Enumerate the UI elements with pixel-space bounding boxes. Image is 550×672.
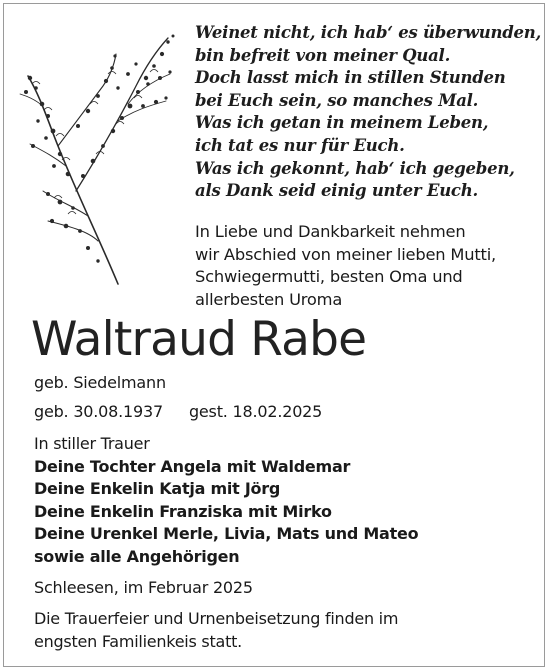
relative-line: Deine Tochter Angela mit Waldemar <box>34 456 351 476</box>
life-dates <box>34 401 322 423</box>
death-date: gest. 18.02.2025 <box>188 402 323 421</box>
farewell-intro <box>195 221 540 311</box>
poem-line: bei Euch sein, so manches Mal. <box>195 90 479 110</box>
intro-line: wir Abschied von meiner lieben Mutti, <box>195 244 497 264</box>
poem-line: bin befreit von meiner Qual. <box>195 45 451 65</box>
poem-line: Weinet nicht, ich hab‘ es überwunden, <box>195 23 541 42</box>
memorial-poem <box>195 22 540 203</box>
mourning-lead: In stiller Trauer <box>34 434 150 453</box>
poem-line: Was ich getan in meinem Leben, <box>195 113 489 133</box>
poem-line: als Dank seid einig unter Euch. <box>195 181 478 201</box>
deceased-name: Waltraud Rabe <box>31 312 367 367</box>
poem-line: ich tat es nur für Euch. <box>195 135 405 155</box>
funeral-notice <box>34 608 398 653</box>
relative-line: sowie alle Angehörigen <box>34 546 240 566</box>
fern-branch-icon <box>18 26 178 288</box>
notice-line: Die Trauerfeier und Urnenbeisetzung finden im <box>34 609 399 628</box>
poem-line: Doch lasst mich in stillen Stunden <box>195 68 506 88</box>
mourners-list <box>34 433 418 569</box>
place-and-date: Schleesen, im Februar 2025 <box>34 578 253 597</box>
relative-line: Deine Enkelin Katja mit Jörg <box>34 479 281 499</box>
intro-line: allerbesten Uroma <box>195 289 343 309</box>
birth-date: geb. 30.08.1937 <box>34 402 163 421</box>
relative-line: Deine Enkelin Franziska mit Mirko <box>34 501 332 521</box>
maiden-name: geb. Siedelmann <box>34 373 166 392</box>
notice-line: engsten Familienkeis statt. <box>34 631 242 651</box>
relative-line: Deine Urenkel Merle, Livia, Mats und Mateo <box>34 524 419 544</box>
intro-line: Schwiegermutti, besten Oma und <box>195 267 463 287</box>
poem-line: Was ich gekonnt, hab‘ ich gegeben, <box>195 158 515 178</box>
intro-line: In Liebe und Dankbarkeit nehmen <box>195 222 466 241</box>
